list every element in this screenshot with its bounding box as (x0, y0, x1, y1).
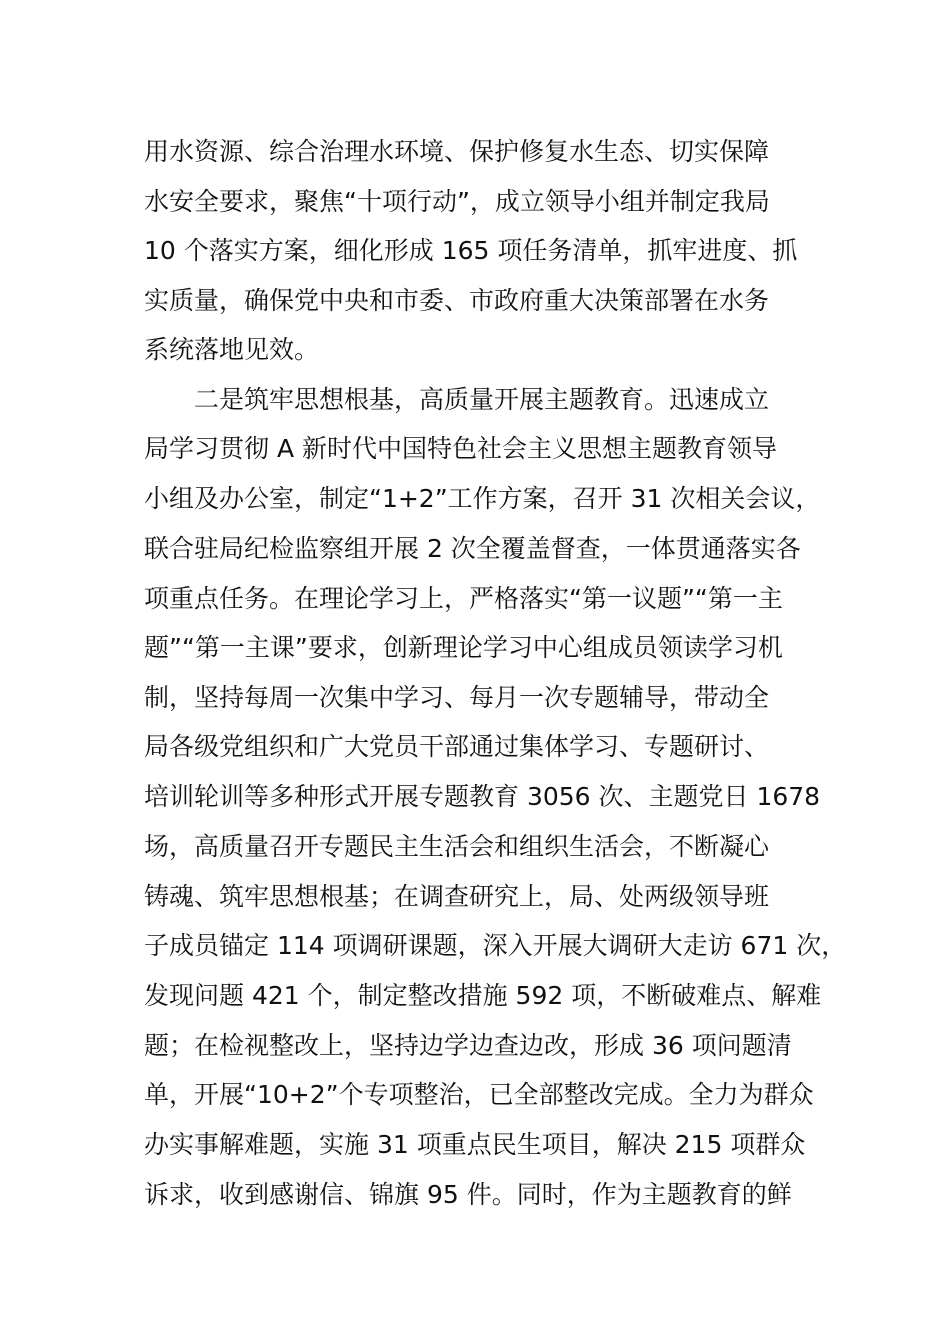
text-line: 诉求，收到感谢信、锦旗 95 件。同时，作为主题教育的鲜 (144, 1180, 792, 1209)
text-line: 项重点任务。在理论学习上，严格落实“第一议题”“第一主 (144, 584, 783, 613)
text-line: 铸魂、筑牢思想根基；在调查研究上，局、处两级领导班 (144, 882, 770, 911)
text-line: 小组及办公室，制定“1+2”工作方案，召开 31 次相关会议， (144, 484, 821, 513)
text-line: 局学习贯彻 A 新时代中国特色社会主义思想主题教育领导 (144, 434, 777, 463)
text-line: 制，坚持每周一次集中学习、每月一次专题辅导，带动全 (144, 683, 770, 712)
text-line: 办实事解难题，实施 31 项重点民生项目，解决 215 项群众 (144, 1130, 806, 1159)
text-line: 子成员锚定 114 项调研课题，深入开展大调研大走访 671 次， (144, 931, 847, 960)
text-line: 联合驻局纪检监察组开展 2 次全覆盖督查，一体贯通落实各 (144, 534, 801, 563)
text-line: 系统落地见效。 (144, 335, 320, 364)
text-line: 培训轮训等多种形式开展专题教育 3056 次、主题党日 1678 (144, 782, 821, 811)
text-line: 局各级党组织和广大党员干部通过集体学习、专题研讨、 (144, 732, 770, 761)
text-line: 单，开展“10+2”个专项整治，已全部整改完成。全力为群众 (144, 1080, 814, 1109)
text-line: 场，高质量召开专题民主生活会和组织生活会，不断凝心 (144, 832, 770, 861)
text-line: 题”“第一主课”要求，创新理论学习中心组成员领读学习机 (144, 633, 783, 662)
text-line: 题；在检视整改上，坚持边学边查边改，形成 36 项问题清 (144, 1031, 792, 1060)
text-line: 实质量，确保党中央和市委、市政府重大决策部署在水务 (144, 286, 770, 315)
text-line: 水安全要求，聚焦“十项行动”，成立领导小组并制定我局 (144, 187, 770, 216)
text-line: 10 个落实方案，细化形成 165 项任务清单，抓牢进度、抓 (144, 236, 798, 265)
text-line: 发现问题 421 个，制定整改措施 592 项，不断破难点、解难 (144, 981, 822, 1010)
text-line: 用水资源、综合治理水环境、保护修复水生态、切实保障 (144, 137, 770, 166)
paragraph-start-line: 二是筑牢思想根基，高质量开展主题教育。迅速成立 (194, 385, 770, 414)
